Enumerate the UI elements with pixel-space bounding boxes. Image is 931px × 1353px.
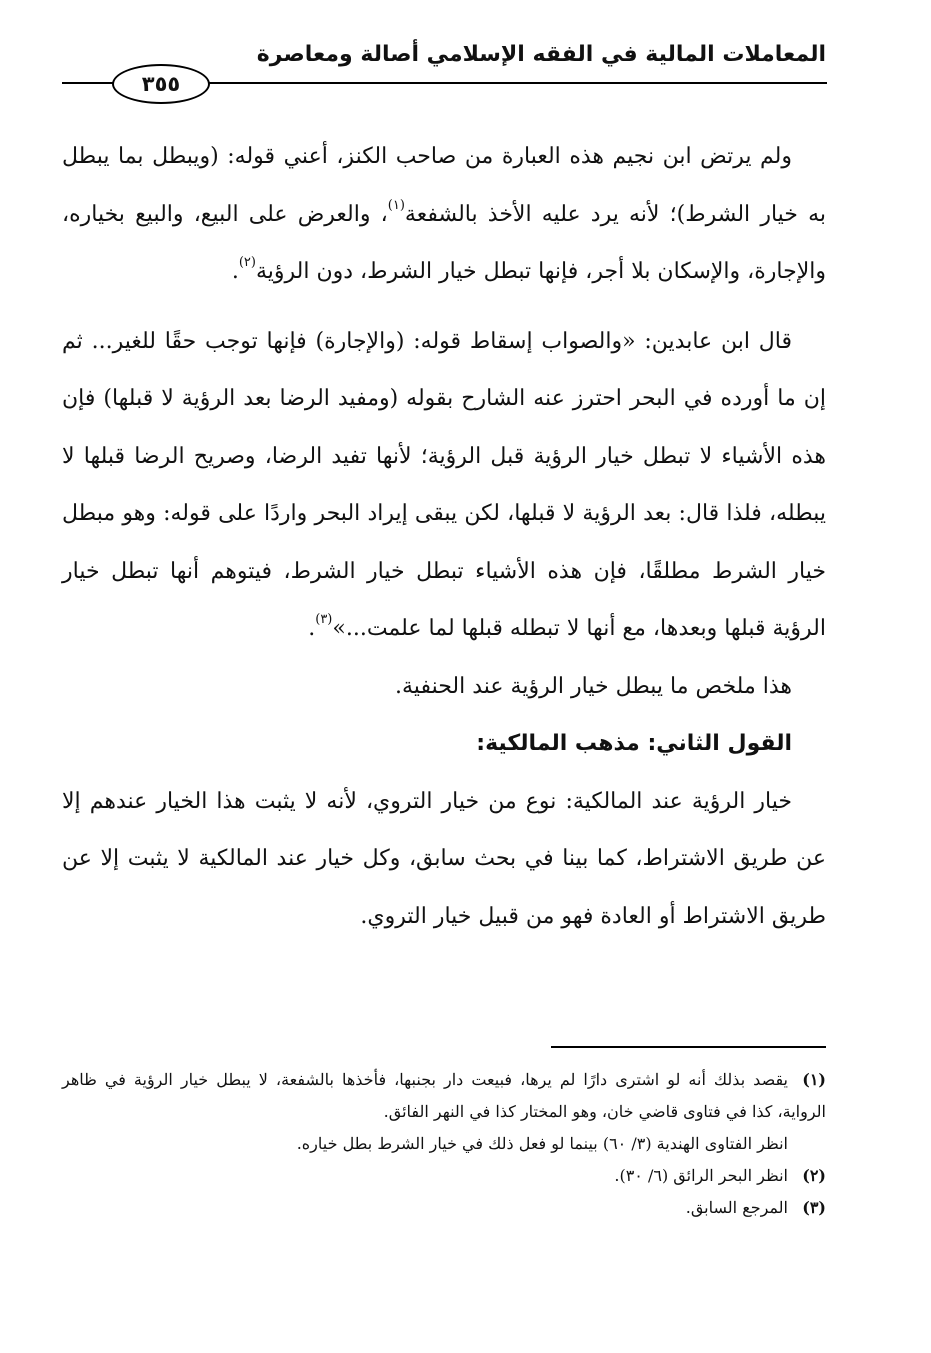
paragraph-4: خيار الرؤية عند المالكية: نوع من خيار التروي، لأنه لا يثبت هذا الخيار عندهم إلا عن طريق الاشتراط، كما بينا في بحث سابق، وكل خيار عند المالكية لا يثبت إلا عن طريق الاشتراط أو العادة فهو من قبيل خيار التروي. — [62, 788, 826, 929]
paragraph-2-end: . — [308, 616, 316, 641]
paragraph-1-text-a: ولم يرتض ابن نجيم هذه العبارة من صاحب الكنز، أعني قوله: (ويبطل بما يبطل به خيار الشرط)؛ لأنه يرد عليه الأخذ بالشفعة — [62, 144, 826, 227]
footnote-separator — [551, 1046, 826, 1048]
footnote-1 — [62, 1064, 826, 1128]
footnote-1-text: يقصد بذلك أنه لو اشترى دارًا لم يرها، فبيعت دار بجنبها، فأخذها بالشفعة، لا يبطل خيار الرؤية في ظاهر الرواية، كذا في فتاوى قاضي خان، وهو المختار كذا في النهر الفائق. — [62, 1070, 826, 1121]
footnote-2-number: (٢) — [802, 1166, 826, 1185]
paragraph-2 — [62, 313, 826, 658]
section-heading: القول الثاني: مذهب المالكية: — [476, 731, 792, 756]
footnote-ref-2: (٢) — [238, 255, 256, 270]
running-header-title: المعاملات المالية في الفقه الإسلامي أصالة ومعاصرة — [256, 42, 826, 67]
page-number: ٣٥٥ — [112, 64, 210, 104]
footnotes — [62, 1064, 826, 1224]
paragraph-1 — [62, 128, 826, 301]
footnote-3-number: (٣) — [802, 1198, 826, 1217]
paragraph-3: هذا ملخص ما يبطل خيار الرؤية عند الحنفية. — [395, 673, 792, 699]
footnote-1-number: (١) — [802, 1070, 826, 1089]
main-text — [62, 128, 826, 945]
footnote-1-continuation: انظر الفتاوى الهندية (٣/ ٦٠) بينما لو فعل ذلك في خيار الشرط بطل خياره. — [296, 1134, 788, 1153]
footnote-3-text: المرجع السابق. — [685, 1198, 788, 1217]
footnote-2 — [62, 1160, 826, 1192]
footnote-3 — [62, 1192, 826, 1224]
paragraph-2-text: قال ابن عابدين: «والصواب إسقاط قوله: (والإجارة) فإنها توجب حقًا للغير... ثم إن ما أورده في البحر احترز عنه الشارح بقوله (ومفيد الرضا بعد الرؤية لا قبلها) فإن هذه الأشياء لا تبطل خيار الرؤية قبل الرؤية؛ لأنها تفيد الرضا، وصريح الرضا قبلها لا يبطله، فلذا قال: بعد الرؤية لا قبلها، لكن يبقى إيراد البحر واردًا على قوله: وهو مبطل خيار الشرط مطلقًا، فإن هذه الأشياء تبطل خيار الشرط، فيتوهم أنها تبطل خيار الرؤية قبلها وبعدها، مع أنها لا تبطله قبلها لما علمت...» — [62, 328, 826, 641]
footnote-2-text: انظر البحر الرائق (٦/ ٣٠). — [614, 1166, 788, 1185]
footnote-ref-1: (١) — [387, 197, 405, 213]
paragraph-1-end: . — [231, 259, 239, 284]
footnote-ref-3: (٣) — [315, 612, 333, 627]
paragraph-1-text-b: ، والعرض على البيع، والبيع بخياره، والإجارة، والإسكان بلا أجر، فإنها تبطل خيار الشرط، دون الرؤية — [62, 201, 826, 284]
